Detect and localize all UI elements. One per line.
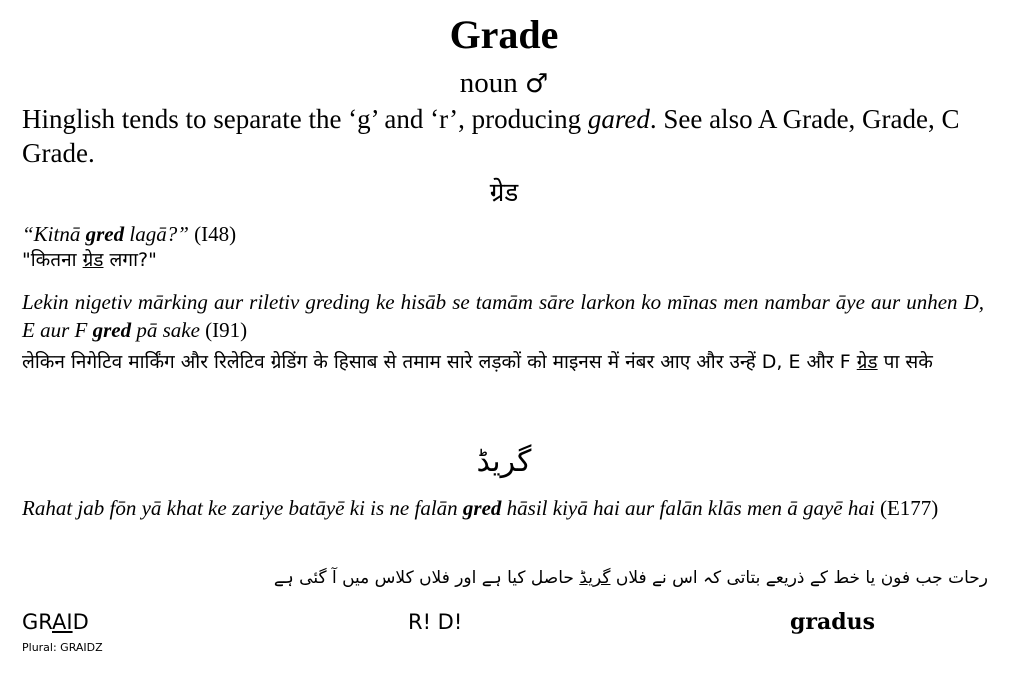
usage-note-see-also: . See also A Grade, Grade, C Grade. (22, 104, 960, 168)
rhythm-notation: R! D! (408, 610, 463, 634)
hindi-example-2-transliteration (22, 288, 984, 344)
translit-text: Lekin nigetiv mārking aur riletiv greding ke hisāb se tamām sāre larkon ko mīnas men nambar āye aur unhen D, E aur F (22, 290, 984, 342)
translit-text: “Kitnā (22, 222, 86, 246)
devanagari-keyword: ग्रेड (856, 351, 878, 373)
devanagari-text: लगा?" (103, 249, 157, 271)
translit-keyword: gred (92, 318, 132, 342)
devanagari-text: पा सके (877, 351, 933, 373)
translit-text: lagā?” (124, 222, 189, 246)
pronunciation (22, 608, 89, 636)
devanagari-keyword: ग्रेड (82, 249, 104, 271)
citation: (I91) (199, 318, 248, 342)
devanagari-text: लेकिन निगेटिव मार्किंग और रिलेटिव ग्रेडिंग के हिसाब से तमाम सारे लड़कों को माइनस में नंबर आए और उन्हें D, E और F (22, 351, 857, 373)
usage-note-text: Hinglish tends to separate the ‘g’ and ‘r’, producing (22, 104, 588, 134)
urdu-keyword: گریڈ (579, 568, 611, 588)
translit-text: hāsil kiyā hai aur falān klās men ā gayē hai (501, 496, 875, 520)
hindi-example-2-devanagari (22, 340, 984, 384)
part-of-speech: noun (459, 67, 518, 99)
citation: (I48) (188, 222, 237, 246)
headword: Grade (449, 12, 559, 57)
pronunciation-part: GR (22, 610, 53, 634)
hindi-heading: ग्रेड (489, 178, 519, 208)
devanagari-text: "कितना (22, 249, 83, 271)
usage-note-italic-form: gared (587, 104, 650, 134)
urdu-heading: گریڈ (476, 444, 532, 479)
usage-note (22, 102, 982, 170)
translit-text: Rahat jab fōn yā khat ke zariye batāyē ki is ne falān (22, 496, 463, 520)
part-of-speech-line (0, 66, 1008, 101)
citation: (E177) (874, 496, 939, 520)
urdu-example-1-transliteration (22, 494, 984, 522)
hindi-example-1-devanagari (22, 238, 984, 282)
translit-text: pā sake (131, 318, 200, 342)
translit-keyword: gred (85, 222, 125, 246)
translit-keyword: gred (462, 496, 502, 520)
urdu-text: حاصل کیا ہے اور فلاں کلاس میں آ گئی ہے (273, 568, 580, 588)
etymology: gradus (790, 609, 875, 635)
urdu-example-1-nastaliq (88, 562, 988, 594)
plural-form: Plural: GRAIDZ (22, 641, 103, 654)
pronunciation-stress: AI (52, 610, 73, 634)
urdu-text: رحات جب فون یا خط کے ذریعے بتاتی کہ اس نے فلاں (610, 568, 988, 588)
pronunciation-part: D (72, 610, 89, 634)
male-gender-icon: ♂ (524, 69, 549, 99)
